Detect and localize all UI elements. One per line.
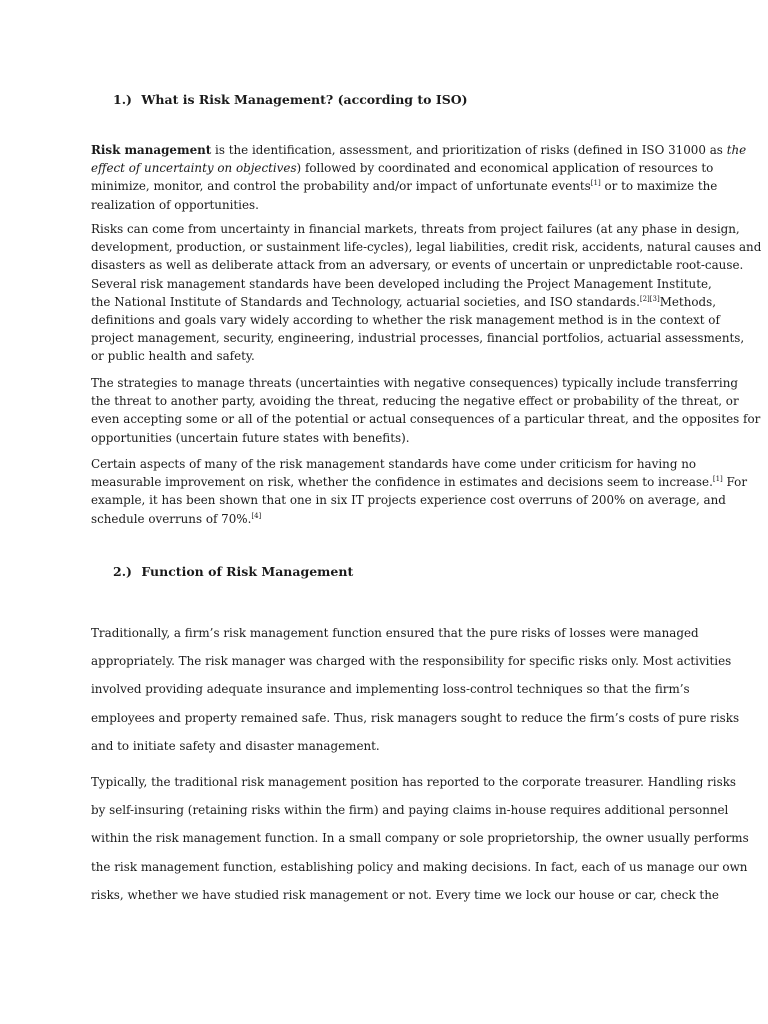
italic-text: effect of uncertainty on objectives (91, 161, 297, 176)
citation-1[interactable]: [1] (712, 475, 723, 484)
paragraph-line: Risks can come from uncertainty in financial markets, threats from project failures (at any phase in design, (91, 222, 740, 236)
text-span: minimize, monitor, and control the probability and/or impact of unfortunate events (91, 179, 591, 194)
paragraph-line: disasters as well as deliberate attack from an adversary, or events of uncertain or unpredictable root-cause. (91, 258, 744, 273)
paragraph-line (91, 510, 691, 528)
paragraph-line: Typically, the traditional risk management position has reported to the corporate treasurer. Handling risks (91, 775, 737, 789)
section-1-heading (113, 92, 468, 107)
paragraph-line: Traditionally, a firm’s risk management function ensured that the pure risks of losses were managed (91, 626, 699, 640)
paragraph-line: the threat to another party, avoiding the threat, reducing the negative effect or probability of the threat, or (91, 394, 739, 409)
section-2-paragraph-2 (91, 768, 749, 909)
paragraph-line (91, 293, 717, 311)
paragraph-line: realization of opportunities. (91, 197, 259, 212)
paragraph-line: by self-insuring (retaining risks within the firm) and paying claims in-house requires additional personnel (91, 803, 729, 818)
paragraph-line: Several risk management standards have been developed including the Project Management Institute, (91, 276, 712, 291)
section-2-heading (113, 564, 353, 579)
paragraph-line: and to initiate safety and disaster management. (91, 738, 380, 753)
section-1-paragraph-1 (91, 141, 747, 214)
paragraph-line (91, 473, 748, 491)
citation-2-3[interactable]: [2][3] (639, 294, 660, 303)
section-2-paragraph-1 (91, 619, 740, 760)
paragraph-line: or public health and safety. (91, 349, 255, 364)
text-span: For (722, 475, 748, 490)
text-span: measurable improvement on risk, whether the confidence in estimates and decisions seem to increase. (91, 475, 713, 490)
section-2-title: Function of Risk Management (141, 564, 354, 579)
paragraph-line: risks, whether we have studied risk management or not. Every time we lock our house or car, check the (91, 887, 719, 902)
paragraph-line: example, it has been shown that one in six IT projects experience cost overruns of 200% on average, and (91, 493, 726, 508)
section-1-paragraph-2 (91, 220, 762, 366)
section-2-number: 2.) (113, 564, 132, 579)
text-span: schedule overruns of 70%. (91, 511, 252, 526)
paragraph-line: even accepting some or all of the potential or actual consequences of a particular threat, and the opposites for (91, 412, 761, 427)
text-span: is the identification, assessment, and prioritization of risks (defined in ISO 31000 as (211, 143, 727, 157)
text-span: the National Institute of Standards and Technology, actuarial societies, and ISO standards. (91, 294, 640, 309)
citation-4[interactable]: [4] (251, 511, 262, 520)
paragraph-line: definitions and goals vary widely according to whether the risk management method is in the context of (91, 313, 720, 328)
paragraph-line: within the risk management function. In a small company or sole proprietorship, the owner usually performs (91, 831, 749, 846)
paragraph-line (91, 177, 718, 195)
paragraph-line (91, 159, 714, 177)
italic-text: the (726, 143, 747, 157)
section-1-paragraph-4 (91, 455, 748, 528)
paragraph-line: Certain aspects of many of the risk management standards have come under criticism for having no (91, 457, 697, 471)
text-span: Methods, (659, 294, 717, 309)
paragraph-line: opportunities (uncertain future states with benefits). (91, 430, 410, 445)
paragraph-line: involved providing adequate insurance and implementing loss-control techniques so that the firm’s (91, 682, 690, 697)
text-span: ) followed by coordinated and economical application of resources to (296, 161, 714, 176)
paragraph-line: the risk management function, establishing policy and making decisions. In fact, each of us manage our own (91, 859, 748, 874)
paragraph-line (91, 141, 747, 159)
section-1-paragraph-3 (91, 374, 761, 447)
paragraph-line: appropriately. The risk manager was charged with the responsibility for specific risks only. Most activities (91, 654, 732, 669)
paragraph-line: The strategies to manage threats (uncertainties with negative consequences) typically include transferring (91, 376, 739, 390)
section-1-number: 1.) (113, 92, 132, 107)
paragraph-line: employees and property remained safe. Thus, risk managers sought to reduce the firm’s costs of pure risks (91, 710, 740, 725)
paragraph-line: development, production, or sustainment life-cycles), legal liabilities, credit risk, accidents, natural causes and (91, 240, 762, 255)
text-span: or to maximize the (600, 179, 718, 194)
citation-1[interactable]: [1] (590, 179, 601, 188)
section-1-title: What is Risk Management? (according to ISO) (141, 92, 468, 107)
paragraph-line: project management, security, engineering, industrial processes, financial portfolios, actuarial assessments, (91, 331, 745, 346)
risk-management-term: Risk management (91, 143, 212, 157)
